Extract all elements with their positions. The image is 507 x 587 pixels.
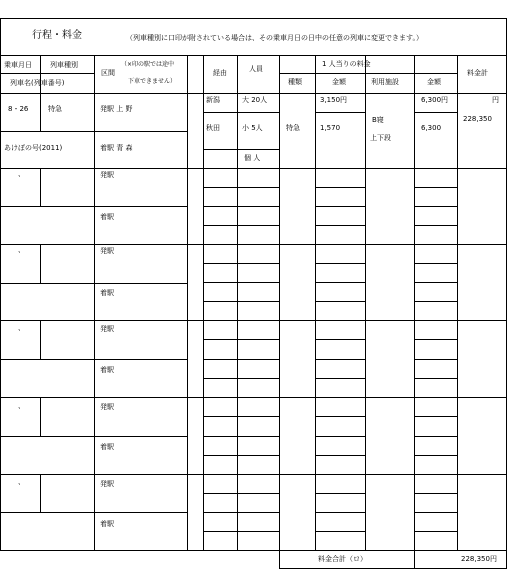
grid-rule [94, 283, 188, 284]
col-amount2: 金額 [427, 78, 441, 86]
grid-rule [279, 568, 507, 569]
form-title: 行程・料金 [32, 30, 82, 41]
grid-rule [0, 18, 1, 551]
col-facility: 利用施設 [371, 78, 399, 86]
row1-persons-other: 個 人 [244, 154, 261, 162]
grid-rule [414, 301, 458, 302]
grid-rule [414, 531, 458, 532]
grid-rule [94, 359, 188, 360]
grid-rule [203, 416, 280, 417]
grid-rule [315, 225, 366, 226]
grid-rule [315, 493, 366, 494]
grid-rule [315, 263, 366, 264]
row5-depart-label: 発駅 [100, 403, 114, 411]
grid-rule [0, 512, 95, 513]
grid-rule [315, 359, 366, 360]
col-total: 料金計 [467, 69, 488, 77]
row3-date-mark: 、 [18, 246, 25, 254]
grid-rule [315, 455, 366, 456]
grid-rule [40, 244, 41, 284]
grid-rule [414, 512, 458, 513]
row1-route-1: 新潟 [206, 96, 220, 104]
row1-route-2: 秋田 [206, 124, 220, 132]
grid-rule [414, 359, 458, 360]
grid-rule [414, 455, 458, 456]
grid-rule [0, 320, 507, 321]
grid-rule [315, 55, 316, 551]
grid-rule [40, 55, 41, 94]
row2-arrive-label: 着駅 [100, 213, 114, 221]
grid-rule [0, 244, 507, 245]
grid-rule [315, 301, 366, 302]
grid-rule [414, 378, 458, 379]
grid-rule [0, 131, 188, 132]
grid-rule [279, 55, 280, 551]
grid-rule [315, 436, 366, 437]
grid-rule [315, 187, 366, 188]
grid-rule [40, 397, 41, 437]
row4-date-mark: 、 [18, 324, 25, 332]
footer-label: 料金合計（ロ） [318, 555, 367, 563]
grid-rule [203, 225, 280, 226]
grid-rule [315, 531, 366, 532]
grid-rule [40, 168, 41, 207]
grid-rule [365, 55, 366, 551]
grid-rule [203, 436, 280, 437]
grid-rule [315, 512, 366, 513]
row1-depart: 発駅 上 野 [100, 105, 133, 113]
grid-rule [0, 436, 95, 437]
row1-amount-child: 1,570 [320, 124, 341, 132]
grid-rule [203, 378, 280, 379]
grid-rule [203, 493, 280, 494]
grid-rule [203, 455, 280, 456]
col-section-note-2: 下車できません） [128, 78, 177, 85]
row1-persons-adult: 大 20人 [242, 96, 268, 104]
row1-total-unit: 円 [492, 96, 499, 104]
row5-date-mark: 、 [18, 402, 25, 410]
grid-rule [203, 282, 280, 283]
grid-rule [457, 55, 458, 551]
grid-rule [0, 550, 507, 551]
grid-rule [203, 149, 280, 150]
grid-rule [414, 187, 458, 188]
grid-rule [203, 55, 204, 551]
col-section: 区間 [101, 69, 115, 77]
grid-rule [0, 168, 507, 169]
col-train-name: 列車名(列車番号) [10, 79, 65, 87]
grid-rule [203, 206, 280, 207]
col-kind: 種類 [288, 78, 302, 86]
form-note: （列車種別に口印が附されている場合は、その乗車月日の日中の任意の列車に変更できます。） [126, 34, 423, 42]
row1-arrive: 着駅 青 森 [100, 144, 133, 152]
grid-rule [414, 339, 458, 340]
grid-rule [203, 187, 280, 188]
grid-rule [414, 416, 458, 417]
row1-facility-1: B寝 [372, 116, 384, 124]
grid-rule [279, 73, 458, 74]
grid-rule [414, 206, 458, 207]
grid-rule [94, 436, 188, 437]
grid-rule [203, 112, 280, 113]
grid-rule [40, 320, 41, 360]
grid-rule [0, 93, 507, 94]
grid-rule [0, 474, 507, 475]
row1-amount2-adult: 6,300円 [421, 96, 449, 104]
grid-rule [414, 282, 458, 283]
grid-rule [414, 436, 458, 437]
grid-rule [203, 359, 280, 360]
row1-date: 8・26 [8, 105, 29, 113]
footer-total: 228,350円 [461, 555, 497, 563]
grid-rule [315, 378, 366, 379]
grid-rule [315, 339, 366, 340]
row5-arrive-label: 着駅 [100, 443, 114, 451]
grid-rule [94, 206, 188, 207]
row2-depart-label: 発駅 [100, 171, 114, 179]
col-persons: 人員 [249, 65, 263, 73]
row1-amount-adult: 3,150円 [320, 96, 348, 104]
row1-train-name: あけぼの号(2011) [4, 144, 63, 152]
row1-facility-2: 上下段 [370, 134, 391, 142]
row3-depart-label: 発駅 [100, 247, 114, 255]
grid-rule [0, 283, 95, 284]
grid-rule [414, 550, 415, 569]
col-amount: 金額 [332, 78, 346, 86]
grid-rule [237, 55, 238, 551]
col-date: 乗車月日 [4, 61, 32, 69]
grid-rule [0, 206, 95, 207]
grid-rule [40, 93, 41, 132]
grid-rule [414, 112, 458, 113]
col-section-note-1: （×印の駅では途中 [121, 61, 175, 68]
grid-rule [203, 263, 280, 264]
row6-date-mark: 、 [18, 478, 25, 486]
grid-rule [0, 359, 95, 360]
col-per-person: 1 人当りの料金 [322, 60, 371, 68]
row4-depart-label: 発駅 [100, 325, 114, 333]
grid-rule [40, 474, 41, 513]
grid-rule [187, 55, 188, 551]
grid-rule [0, 18, 507, 19]
grid-rule [414, 55, 415, 551]
col-train-type: 列車種別 [50, 61, 78, 69]
grid-rule [414, 493, 458, 494]
row1-total: 228,350 [463, 115, 492, 123]
grid-rule [94, 55, 95, 551]
grid-rule [203, 512, 280, 513]
grid-rule [315, 206, 366, 207]
grid-rule [203, 339, 280, 340]
row1-amount2-child: 6,300 [421, 124, 442, 132]
grid-rule [94, 512, 188, 513]
grid-rule [279, 550, 280, 569]
row1-train-type: 特急 [48, 105, 62, 113]
row1-persons-child: 小 5人 [242, 124, 263, 132]
row4-arrive-label: 着駅 [100, 366, 114, 374]
grid-rule [414, 263, 458, 264]
grid-rule [414, 225, 458, 226]
row6-arrive-label: 着駅 [100, 520, 114, 528]
row1-kind: 特急 [286, 124, 300, 132]
grid-rule [0, 397, 507, 398]
col-route: 経由 [213, 69, 227, 77]
grid-rule [315, 416, 366, 417]
row3-arrive-label: 着駅 [100, 289, 114, 297]
grid-rule [203, 301, 280, 302]
grid-rule [0, 73, 95, 74]
row2-date-mark: 、 [18, 170, 25, 178]
grid-rule [0, 55, 507, 56]
grid-rule [203, 531, 280, 532]
grid-rule [315, 282, 366, 283]
row6-depart-label: 発駅 [100, 480, 114, 488]
grid-rule [315, 112, 366, 113]
